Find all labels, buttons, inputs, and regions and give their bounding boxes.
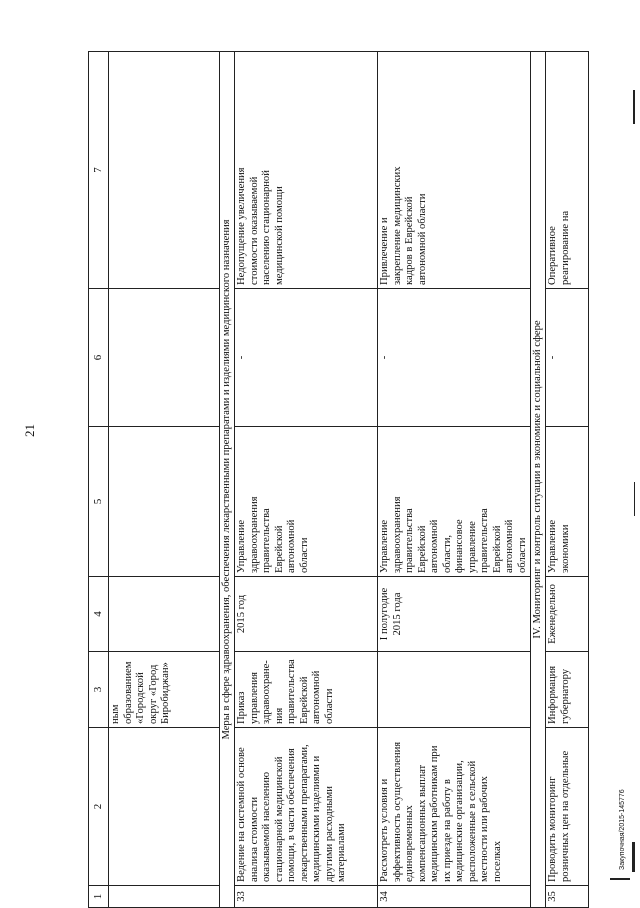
column-number: 7	[89, 52, 109, 289]
document-cell: Информация губернатору	[546, 652, 589, 728]
column-number-row	[89, 52, 109, 908]
measure-cell: Проводить мониторинг розничных цен на отдельные	[546, 728, 589, 886]
scan-artifact	[632, 842, 635, 872]
section-heading-monitoring: IV. Мониторинг и контроль ситуации в экономике и социальной сфере	[531, 52, 546, 908]
section-heading-row	[531, 52, 546, 908]
executor-cell	[109, 427, 220, 577]
term-cell: Еженедельно	[546, 577, 589, 652]
measures-table	[88, 51, 589, 908]
term-cell: I полугодие 2015 года	[378, 577, 531, 652]
column-number: 6	[89, 289, 109, 427]
measure-cell	[109, 728, 220, 886]
executor-cell: Управление здравоохранения правительства Еврейской автономной области, финансовое управление правительства Еврейской автономной области	[378, 427, 531, 577]
row-number: 35	[546, 886, 589, 908]
column-number: 3	[89, 652, 109, 728]
table-row	[378, 52, 531, 908]
funding-cell: -	[378, 289, 531, 427]
term-cell: 2015 год	[235, 577, 378, 652]
document-cell: ным образованием «Городской округ «Город Биробиджан»	[109, 652, 220, 728]
measure-cell: Ведение на системной основе анализа стоимости оказываемой населению стационарной медицинской помощи, в части обеспечения лекарственными препаратами, медицинскими изделиями и другими расходными материалами	[235, 728, 378, 886]
scan-artifact	[610, 878, 630, 880]
funding-cell: -	[235, 289, 378, 427]
measure-cell: Рассмотреть условия и эффективность осуществления единовременных компенсационных выплат медицинским работникам при их приезде на работу в медицинские организации, расположенные в сельской местности или рабочих поселках	[378, 728, 531, 886]
term-cell	[109, 577, 220, 652]
result-cell	[109, 52, 220, 289]
section-heading-health: Меры в сфере здравоохранения, обеспечения лекарственными препаратами и изделиями медицинского назначения	[220, 52, 235, 908]
row-number: 34	[378, 886, 531, 908]
footer-stamp: Закупочная/2015-145776	[619, 789, 626, 870]
executor-cell: Управление здравоохранения правительства Еврейской автономной области	[235, 427, 378, 577]
executor-cell: Управление экономики	[546, 427, 589, 577]
row-number	[109, 886, 220, 908]
column-number: 4	[89, 577, 109, 652]
page-number: 21	[22, 424, 37, 437]
result-cell: Недопущение увеличения стоимости оказываемой населению стационарной медицинской помощи	[235, 52, 378, 289]
funding-cell: -	[546, 289, 589, 427]
section-heading-row	[220, 52, 235, 908]
funding-cell	[109, 289, 220, 427]
result-cell: Привлечение и закрепление медицинских кадров в Еврейской автономной области	[378, 52, 531, 289]
document-cell	[378, 652, 531, 728]
table-row	[546, 52, 589, 908]
row-number: 33	[235, 886, 378, 908]
table-row	[109, 52, 220, 908]
result-cell: Оперативное реагирование на	[546, 52, 589, 289]
scan-artifact	[633, 90, 635, 124]
table-row	[235, 52, 378, 908]
scan-artifact	[634, 482, 635, 516]
column-number: 5	[89, 427, 109, 577]
rotated-table-area	[88, 52, 571, 908]
column-number: 1	[89, 886, 109, 908]
column-number: 2	[89, 728, 109, 886]
document-cell: Приказ управления здравоохране- ния правительства Еврейской автономной области	[235, 652, 378, 728]
